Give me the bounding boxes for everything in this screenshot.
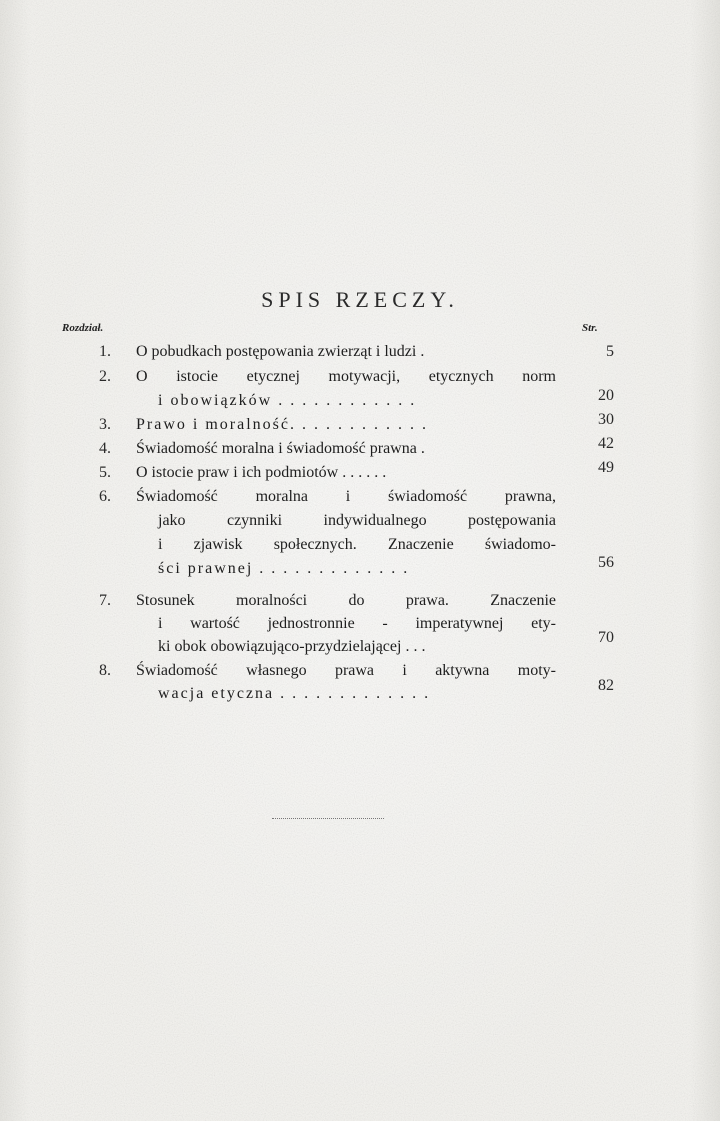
chapter-title-line: Świadomość moralna i świadomość prawna, [136, 488, 556, 505]
chapter-title-line: Świadomość moralna i świadomość prawna . [136, 440, 425, 457]
chapter-title-line: ki obok obowiązująco-przydzielającej . . . [158, 638, 426, 655]
chapter-title-line: i obowiązków . . . . . . . . . . . . [158, 392, 417, 409]
page-title: SPIS RZECZY. [261, 287, 459, 312]
page-number: 42 [598, 435, 614, 452]
chapter-title-line: Świadomość własnego prawa i aktywna moty- [136, 662, 556, 679]
chapter-title-line: O istocie etycznej motywacji, etycznych norm [136, 368, 556, 385]
closing-rule [272, 818, 384, 820]
page-number: 30 [598, 411, 614, 428]
chapter-number: 6. [99, 488, 111, 505]
chapter-number: 1. [99, 343, 111, 360]
chapter-title-line: i wartość jednostronnie - imperatywnej ety- [158, 615, 556, 632]
page-number: 82 [598, 677, 614, 694]
chapter-number: 5. [99, 464, 111, 481]
chapter-title-line: O pobudkach postępowania zwierząt i ludzi . [136, 343, 425, 360]
chapter-title-line: O istocie praw i ich podmiotów . . . . . . [136, 464, 387, 481]
chapter-number: 8. [99, 662, 111, 679]
chapter-title-line: jako czynniki indywidualnego postępowania [158, 512, 556, 529]
chapter-title-line: Stosunek moralności do prawa. Znaczenie [136, 592, 556, 609]
page-number: 5 [606, 343, 614, 360]
chapter-title-line: wacja etyczna . . . . . . . . . . . . . [158, 685, 431, 702]
page-number: 49 [598, 459, 614, 476]
chapter-number: 7. [99, 592, 111, 609]
chapter-number: 3. [99, 416, 111, 433]
chapter-number: 4. [99, 440, 111, 457]
chapter-title-line: i zjawisk społecznych. Znaczenie świadomo- [158, 536, 556, 553]
chapter-title-line: Prawo i moralność. . . . . . . . . . . . [136, 416, 428, 433]
page-number: 70 [598, 629, 614, 646]
page-number: 56 [598, 554, 614, 571]
chapter-number: 2. [99, 368, 111, 385]
page-number: 20 [598, 387, 614, 404]
page-column-header: Str. [582, 322, 598, 334]
chapter-column-header: Rozdział. [62, 322, 104, 334]
chapter-title-line: ści prawnej . . . . . . . . . . . . . [158, 560, 410, 577]
